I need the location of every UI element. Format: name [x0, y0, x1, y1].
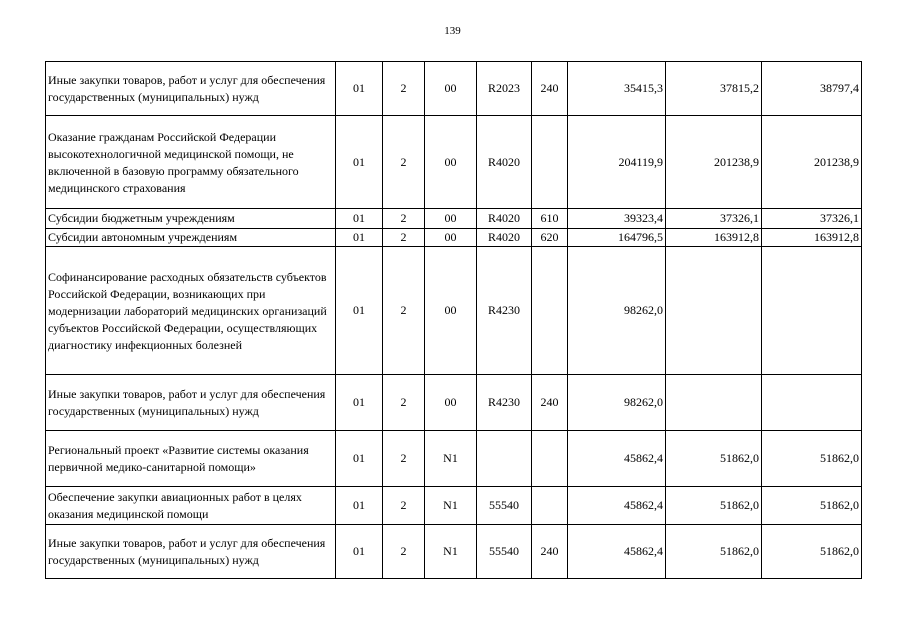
- value-1-cell: 45862,4: [568, 431, 666, 487]
- code-1-cell: 01: [336, 209, 383, 229]
- code-1-cell: 01: [336, 247, 383, 375]
- code-2-cell: 2: [383, 525, 425, 579]
- value-1-cell: 39323,4: [568, 209, 666, 229]
- value-1-cell: 45862,4: [568, 525, 666, 579]
- row-name: Оказание гражданам Российской Федерации высокотехнологичной медицинской помощи, не включенной в базовую программу обязательного медицинского страхования: [46, 116, 336, 209]
- value-1-cell: 204119,9: [568, 116, 666, 209]
- value-1-cell: 35415,3: [568, 62, 666, 116]
- value-2-cell: 163912,8: [666, 229, 762, 247]
- code-4-cell: R2023: [477, 62, 532, 116]
- table-row: [46, 209, 862, 229]
- code-5-cell: [532, 431, 568, 487]
- value-3-cell: [762, 247, 862, 375]
- row-name: Софинансирование расходных обязательств субъектов Российской Федерации, возникающих при модернизации лабораторий медицинских организаций субъектов Российской Федерации, осуществляющих диагностику инфекционных болезней: [46, 247, 336, 375]
- code-5-cell: 240: [532, 62, 568, 116]
- code-1-cell: 01: [336, 431, 383, 487]
- code-1-cell: 01: [336, 375, 383, 431]
- table-row: [46, 229, 862, 247]
- row-name: Субсидии автономным учреждениям: [46, 229, 336, 247]
- value-3-cell: 51862,0: [762, 487, 862, 525]
- code-3-cell: 00: [425, 229, 477, 247]
- value-2-cell: 201238,9: [666, 116, 762, 209]
- code-4-cell: [477, 431, 532, 487]
- table-row: [46, 431, 862, 487]
- value-2-cell: 51862,0: [666, 487, 762, 525]
- table-row: [46, 116, 862, 209]
- code-5-cell: [532, 487, 568, 525]
- code-3-cell: 00: [425, 247, 477, 375]
- code-1-cell: 01: [336, 229, 383, 247]
- code-1-cell: 01: [336, 525, 383, 579]
- code-1-cell: 01: [336, 62, 383, 116]
- code-4-cell: R4020: [477, 209, 532, 229]
- code-4-cell: R4230: [477, 247, 532, 375]
- code-3-cell: 00: [425, 62, 477, 116]
- code-2-cell: 2: [383, 431, 425, 487]
- table-row: [46, 525, 862, 579]
- code-4-cell: R4230: [477, 375, 532, 431]
- code-2-cell: 2: [383, 229, 425, 247]
- code-5-cell: [532, 116, 568, 209]
- code-2-cell: 2: [383, 247, 425, 375]
- code-3-cell: 00: [425, 116, 477, 209]
- code-5-cell: [532, 247, 568, 375]
- code-2-cell: 2: [383, 62, 425, 116]
- code-5-cell: 620: [532, 229, 568, 247]
- value-2-cell: [666, 247, 762, 375]
- code-3-cell: 00: [425, 375, 477, 431]
- value-2-cell: 51862,0: [666, 525, 762, 579]
- table-row: [46, 247, 862, 375]
- row-name: Иные закупки товаров, работ и услуг для обеспечения государственных (муниципальных) нужд: [46, 375, 336, 431]
- value-2-cell: 37815,2: [666, 62, 762, 116]
- value-3-cell: 51862,0: [762, 525, 862, 579]
- page-number: 139: [444, 25, 461, 37]
- value-3-cell: 51862,0: [762, 431, 862, 487]
- code-3-cell: N1: [425, 525, 477, 579]
- value-3-cell: 201238,9: [762, 116, 862, 209]
- code-4-cell: 55540: [477, 525, 532, 579]
- code-4-cell: 55540: [477, 487, 532, 525]
- value-3-cell: 163912,8: [762, 229, 862, 247]
- table-row: [46, 375, 862, 431]
- table-row: [46, 487, 862, 525]
- code-1-cell: 01: [336, 116, 383, 209]
- row-name: Обеспечение закупки авиационных работ в целях оказания медицинской помощи: [46, 487, 336, 525]
- code-3-cell: 00: [425, 209, 477, 229]
- code-5-cell: 240: [532, 525, 568, 579]
- code-4-cell: R4020: [477, 116, 532, 209]
- row-name: Иные закупки товаров, работ и услуг для обеспечения государственных (муниципальных) нужд: [46, 525, 336, 579]
- table-row: [46, 62, 862, 116]
- code-2-cell: 2: [383, 209, 425, 229]
- value-2-cell: 51862,0: [666, 431, 762, 487]
- code-2-cell: 2: [383, 375, 425, 431]
- code-5-cell: 610: [532, 209, 568, 229]
- value-3-cell: 37326,1: [762, 209, 862, 229]
- value-1-cell: 164796,5: [568, 229, 666, 247]
- value-1-cell: 98262,0: [568, 375, 666, 431]
- row-name: Иные закупки товаров, работ и услуг для обеспечения государственных (муниципальных) нужд: [46, 62, 336, 116]
- budget-table: [45, 61, 862, 579]
- value-3-cell: [762, 375, 862, 431]
- value-2-cell: 37326,1: [666, 209, 762, 229]
- value-1-cell: 98262,0: [568, 247, 666, 375]
- value-1-cell: 45862,4: [568, 487, 666, 525]
- code-3-cell: N1: [425, 487, 477, 525]
- value-3-cell: 38797,4: [762, 62, 862, 116]
- value-2-cell: [666, 375, 762, 431]
- code-2-cell: 2: [383, 116, 425, 209]
- code-4-cell: R4020: [477, 229, 532, 247]
- code-1-cell: 01: [336, 487, 383, 525]
- row-name: Субсидии бюджетным учреждениям: [46, 209, 336, 229]
- code-5-cell: 240: [532, 375, 568, 431]
- code-3-cell: N1: [425, 431, 477, 487]
- row-name: Региональный проект «Развитие системы оказания первичной медико-санитарной помощи»: [46, 431, 336, 487]
- code-2-cell: 2: [383, 487, 425, 525]
